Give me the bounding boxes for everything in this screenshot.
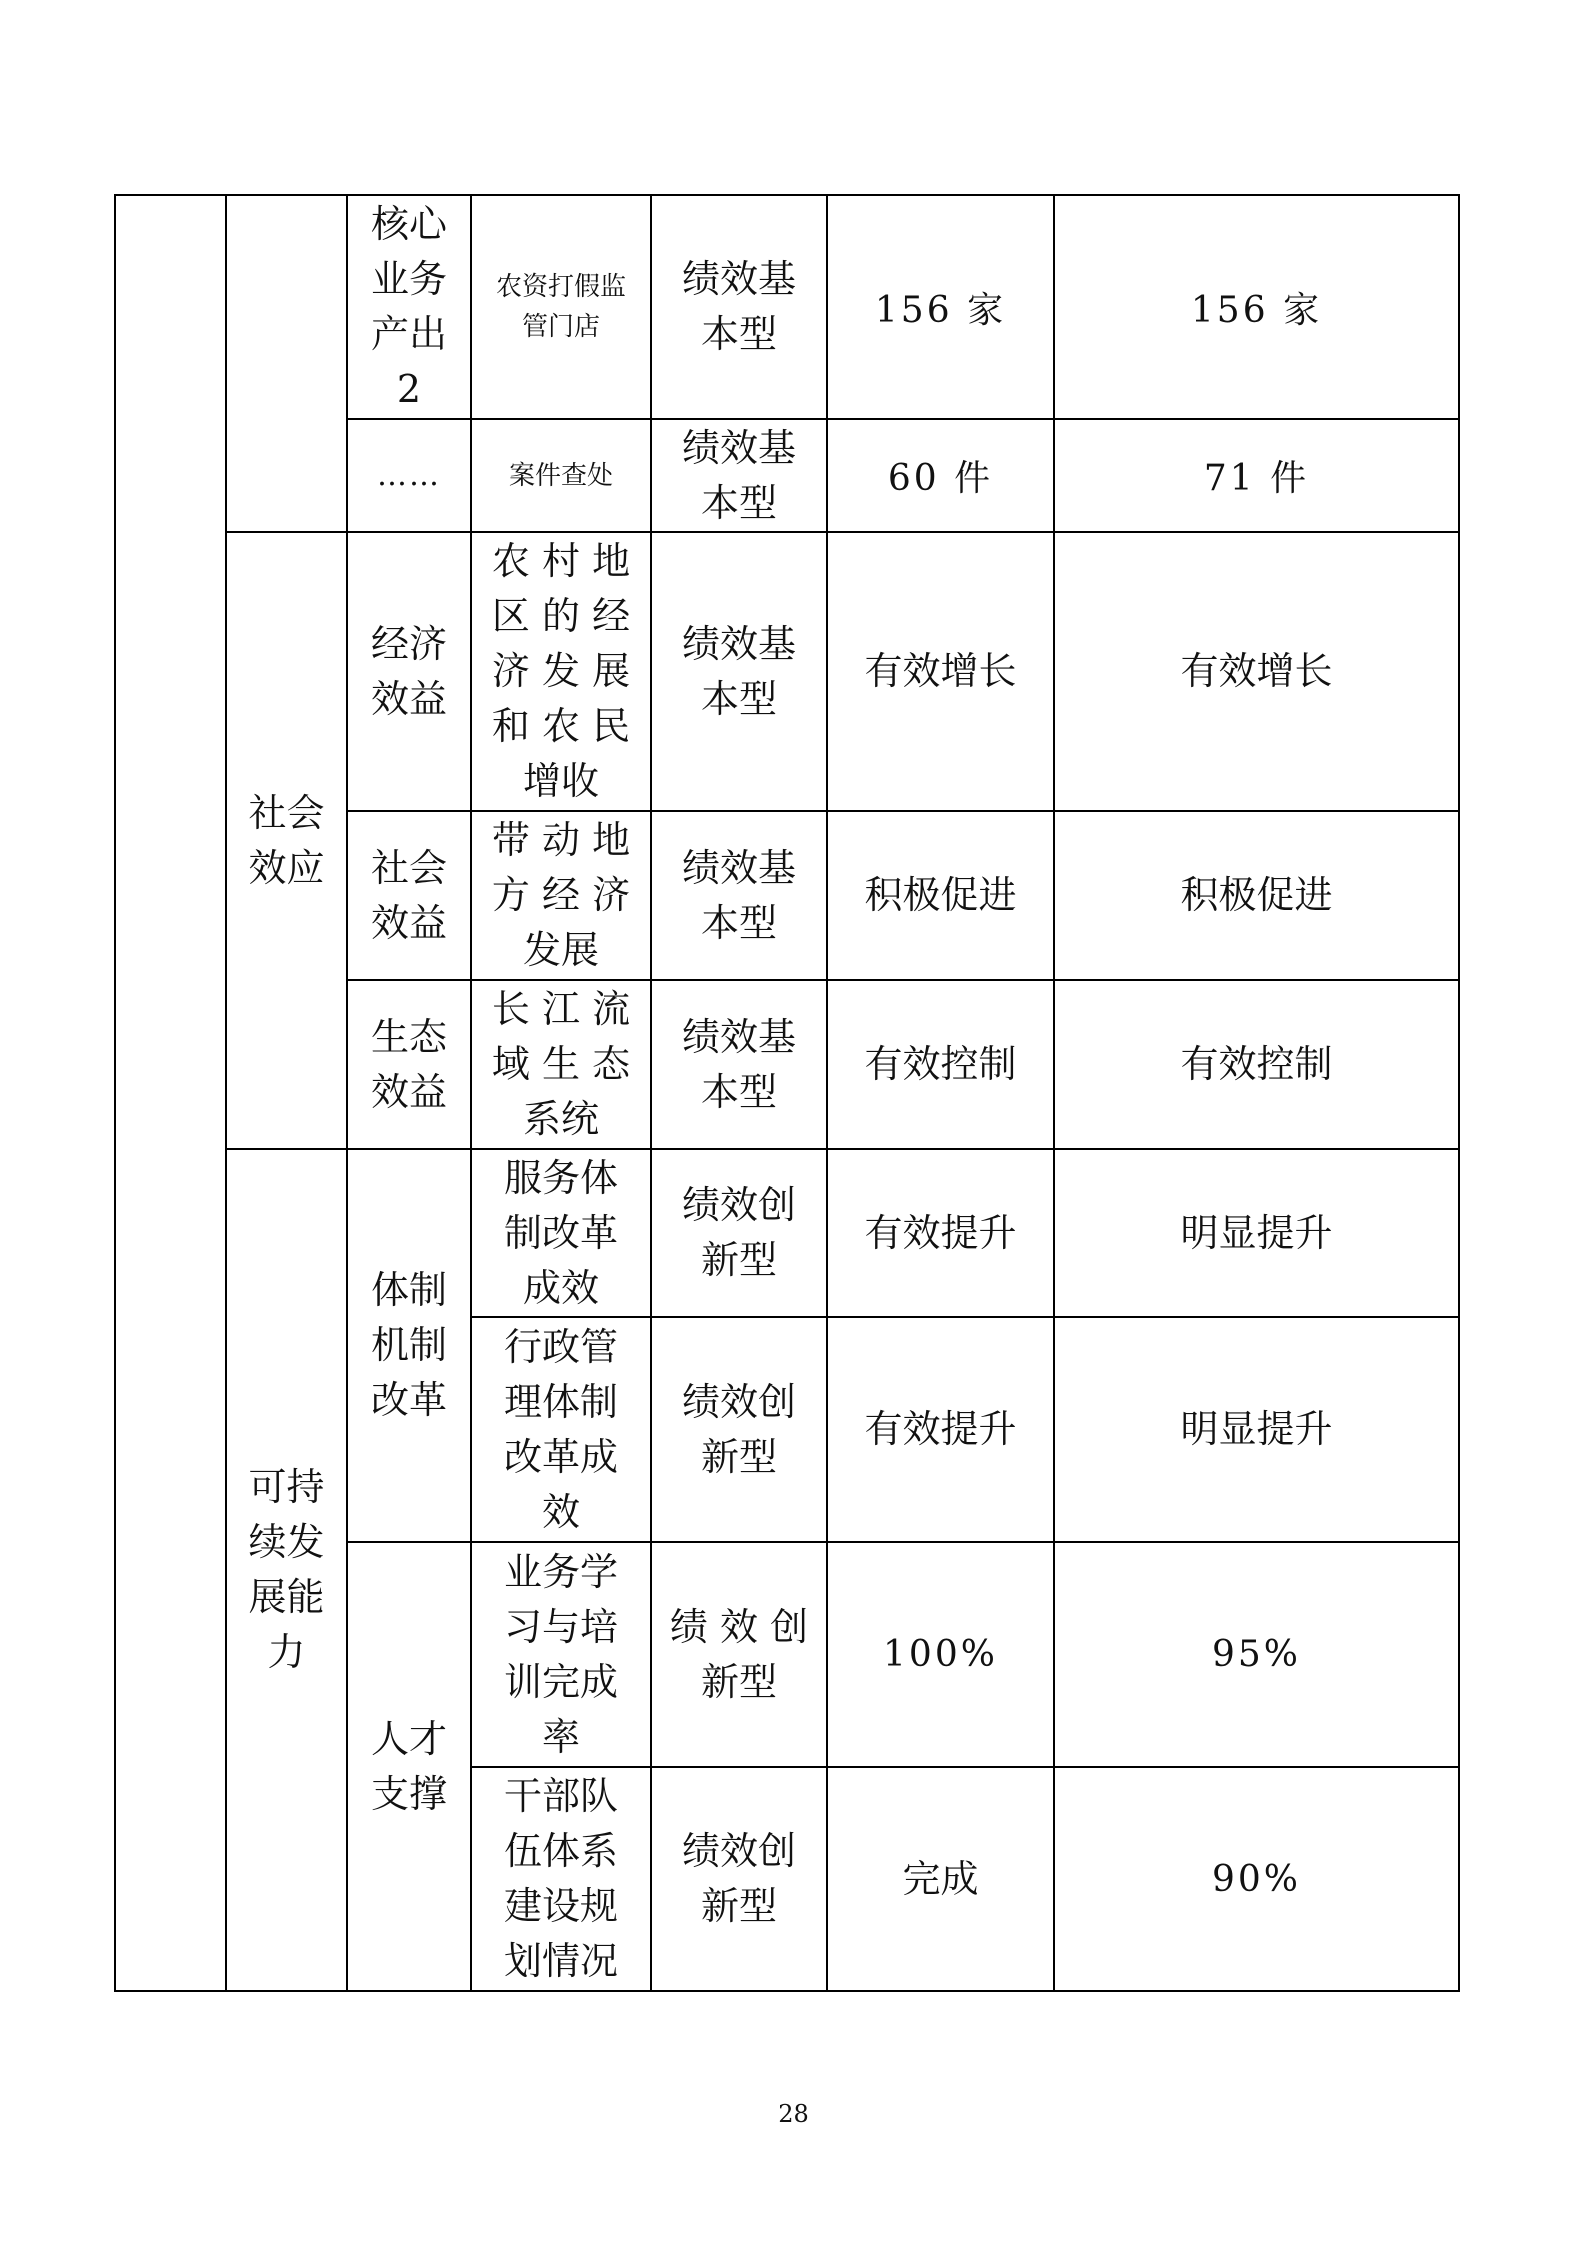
indicator-ecological: 长 江 流 域 生 态 系统 <box>491 987 631 1141</box>
target-cadre: 完成 <box>902 1856 979 1901</box>
actual-economic: 有效增长 <box>1180 649 1333 693</box>
target-case: 60 件 <box>887 458 994 499</box>
table-rule <box>1458 194 1460 1992</box>
actual-core-output: 156 家 <box>1190 289 1323 331</box>
row-label-social: 社会 效益 <box>370 845 447 945</box>
type-core-output: 绩效基 本型 <box>681 257 796 356</box>
group-institutional-reform: 体制 机制 改革 <box>370 1268 447 1422</box>
group-sustainable: 可持 续发 展能 力 <box>248 1465 325 1674</box>
indicator-economic: 农 村 地 区 的 经 济 发 展 和 农 民 增收 <box>491 539 631 803</box>
type-training: 绩 效 创 新型 <box>669 1604 809 1704</box>
target-social: 积极促进 <box>864 873 1017 917</box>
actual-case: 71 件 <box>1203 458 1310 499</box>
page-number: 28 <box>778 2100 809 2128</box>
indicator-social: 带 动 地 方 经 济 发展 <box>491 818 631 972</box>
indicator-case: 案件查处 <box>508 460 613 491</box>
type-ecological: 绩效基 本型 <box>681 1014 796 1114</box>
table-rule <box>114 1990 1460 1992</box>
actual-service-reform: 明显提升 <box>1180 1210 1333 1255</box>
actual-social: 积极促进 <box>1180 873 1333 917</box>
indicator-core-output: 农资打假监 管门店 <box>495 272 626 342</box>
indicator-training: 业务学 习与培 训完成 率 <box>503 1549 618 1759</box>
type-admin-reform: 绩效创 新型 <box>681 1379 796 1479</box>
indicator-admin-reform: 行政管 理体制 改革成 效 <box>503 1324 618 1534</box>
target-core-output: 156 家 <box>874 289 1007 331</box>
target-economic: 有效增长 <box>864 649 1017 693</box>
type-social: 绩效基 本型 <box>681 845 796 945</box>
row-label-economic: 经济 效益 <box>370 621 447 721</box>
group-talent-support: 人才 支撑 <box>370 1716 447 1816</box>
type-cadre: 绩效创 新型 <box>681 1829 796 1928</box>
type-service-reform: 绩效创 新型 <box>681 1183 796 1282</box>
target-admin-reform: 有效提升 <box>864 1407 1017 1451</box>
actual-admin-reform: 明显提升 <box>1180 1407 1333 1451</box>
type-economic: 绩效基 本型 <box>681 621 796 721</box>
row-label-core-output: 核心 业务 产出 2 <box>370 202 447 411</box>
actual-training: 95% <box>1211 1634 1301 1675</box>
target-training: 100% <box>883 1634 998 1675</box>
group-social-effect: 社会 效应 <box>248 790 325 890</box>
indicator-service-reform: 服务体 制改革 成效 <box>503 1155 618 1310</box>
actual-ecological: 有效控制 <box>1180 1042 1333 1086</box>
target-ecological: 有效控制 <box>864 1042 1017 1086</box>
row-label-ecological: 生态 效益 <box>370 1014 447 1114</box>
type-case: 绩效基 本型 <box>681 425 796 525</box>
indicator-cadre: 干部队 伍体系 建设规 划情况 <box>503 1774 618 1983</box>
row-label-case: …… <box>377 458 441 493</box>
target-service-reform: 有效提升 <box>864 1210 1017 1255</box>
table-rule <box>114 194 116 1992</box>
actual-cadre: 90% <box>1211 1858 1301 1900</box>
